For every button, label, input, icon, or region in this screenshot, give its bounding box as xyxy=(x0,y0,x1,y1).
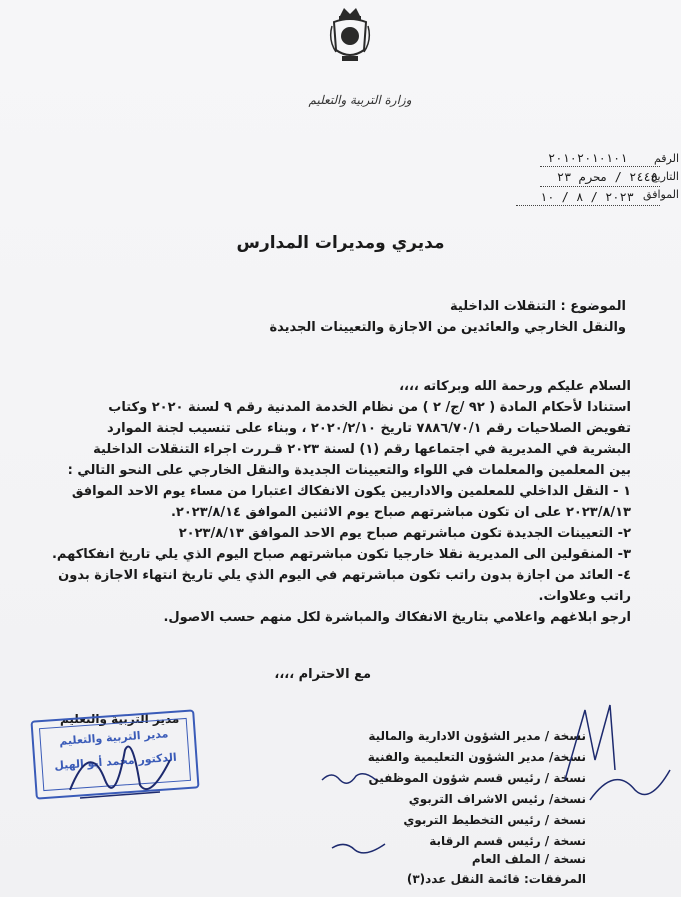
ref-dotted-line xyxy=(516,205,660,206)
ministry-name: وزارة التربية والتعليم xyxy=(308,93,412,107)
initials-icon xyxy=(585,760,675,810)
body-item-line: ٤- العائد من اجازة بدون راتب تكون مباشرتهم في اليوم الذي يلي تاريخ انتهاء الاجازة بدون xyxy=(58,568,631,583)
signatory-title: مدير التربية والتعليم xyxy=(60,712,180,726)
subject-line-2: والنقل الخارجي والعائدين من الاجازة والتعيينات الجديدة xyxy=(269,320,626,335)
copy-item: نسخة / الملف العام xyxy=(471,852,586,866)
body-item-line: ٢٠٢٣/٨/١٣ على ان تكون مباشرتهم صباح يوم الاثنين الموافق ٢٠٢٣/٨/١٤. xyxy=(170,505,631,520)
initials-icon xyxy=(320,768,380,788)
copy-item: نسخة / رئيس التخطيط التربوي xyxy=(403,813,586,827)
body-item-line: راتب وعلاوات. xyxy=(538,589,631,604)
recipient-heading: مديري ومديرات المدارس xyxy=(236,233,445,253)
subject-line: الموضوع : التنقلات الداخلية xyxy=(450,299,626,314)
initials-icon xyxy=(330,838,390,858)
ref-dotted-line xyxy=(540,186,660,187)
stamp-line: مدير التربية والتعليم xyxy=(58,727,169,748)
ref-corresponding-label: الموافق xyxy=(643,188,679,201)
regards: مع الاحترام ،،،، xyxy=(274,667,371,682)
attachments-line: المرفقات: قائمة النقل عدد(٣) xyxy=(406,872,586,886)
copy-item: نسخة/ رئيس الاشراف التربوي xyxy=(408,792,586,806)
copy-item: نسخة / مدير الشؤون الادارية والمالية xyxy=(368,729,586,743)
signature-icon xyxy=(60,730,180,810)
greeting: السلام عليكم ورحمة الله وبركاته ،،،، xyxy=(399,379,631,394)
body-paragraph-line: بين المعلمين والمعلمات في اللواء والتعيينات الجديدة والنقل الخارجي على النحو التالي : xyxy=(67,463,631,478)
body-paragraph-line: استنادا لأحكام المادة ( ٩٢ /ج/ ٢ ) من نظام الخدمة المدنية رقم ٩ لسنة ٢٠٢٠ وكتاب xyxy=(108,400,631,415)
closing-request: ارجو ابلاغهم واعلامي بتاريخ الانفكاك والمباشرة لكل منهم حسب الاصول. xyxy=(163,610,631,625)
body-item-line: ٢- التعيينات الجديدة تكون مباشرتهم صباح يوم الاحد الموافق ٢٠٢٣/٨/١٣ xyxy=(178,526,631,541)
crown-emblem-icon xyxy=(328,6,372,64)
body-item-line: ٣- المنقولين الى المديرية نقلا خارجيا تكون مباشرتهم صباح اليوم الذي يلي تاريخ انفكاكهم. xyxy=(51,547,631,562)
ref-date-label: التاريخ xyxy=(650,170,679,183)
stamp-line: الدكتور محمد أبو الهيل xyxy=(53,750,178,773)
ref-dotted-line xyxy=(540,166,660,167)
copy-item: نسخة/ مدير الشؤون التعليمية والفنية xyxy=(367,750,586,764)
ref-date-hijri: ٢٤٤٥ / محرم ٢٣ xyxy=(556,170,658,184)
copy-item: نسخة / رئيس قسم شؤون الموظفين xyxy=(368,771,586,785)
ref-number: ٢٠١٠٢٠١٠١٠١ xyxy=(548,151,628,165)
ref-date-gregorian: ٢٠٢٣ / ٨ / ١٠ xyxy=(540,190,634,204)
body-item-line: ١ - النقل الداخلي للمعلمين والاداريين يكون الانفكاك اعتبارا من مساء يوم الاحد الموافق xyxy=(71,484,631,499)
body-paragraph-line: البشرية في المديرية في اجتماعها رقم (١) لسنة ٢٠٢٣ قـررت اجراء التنقلات الداخلية xyxy=(93,442,631,457)
ref-number-label: الرقم xyxy=(653,152,679,165)
copy-item: نسخة / رئيس قسم الرقابة xyxy=(429,834,586,848)
body-paragraph-line: تفويض الصلاحيات رقم ٧٨٨٦/٧٠/١ تاريخ ٢٠٢٠/٢/١٠ ، وبناء على تنسيب لجنة الموارد xyxy=(106,421,631,436)
